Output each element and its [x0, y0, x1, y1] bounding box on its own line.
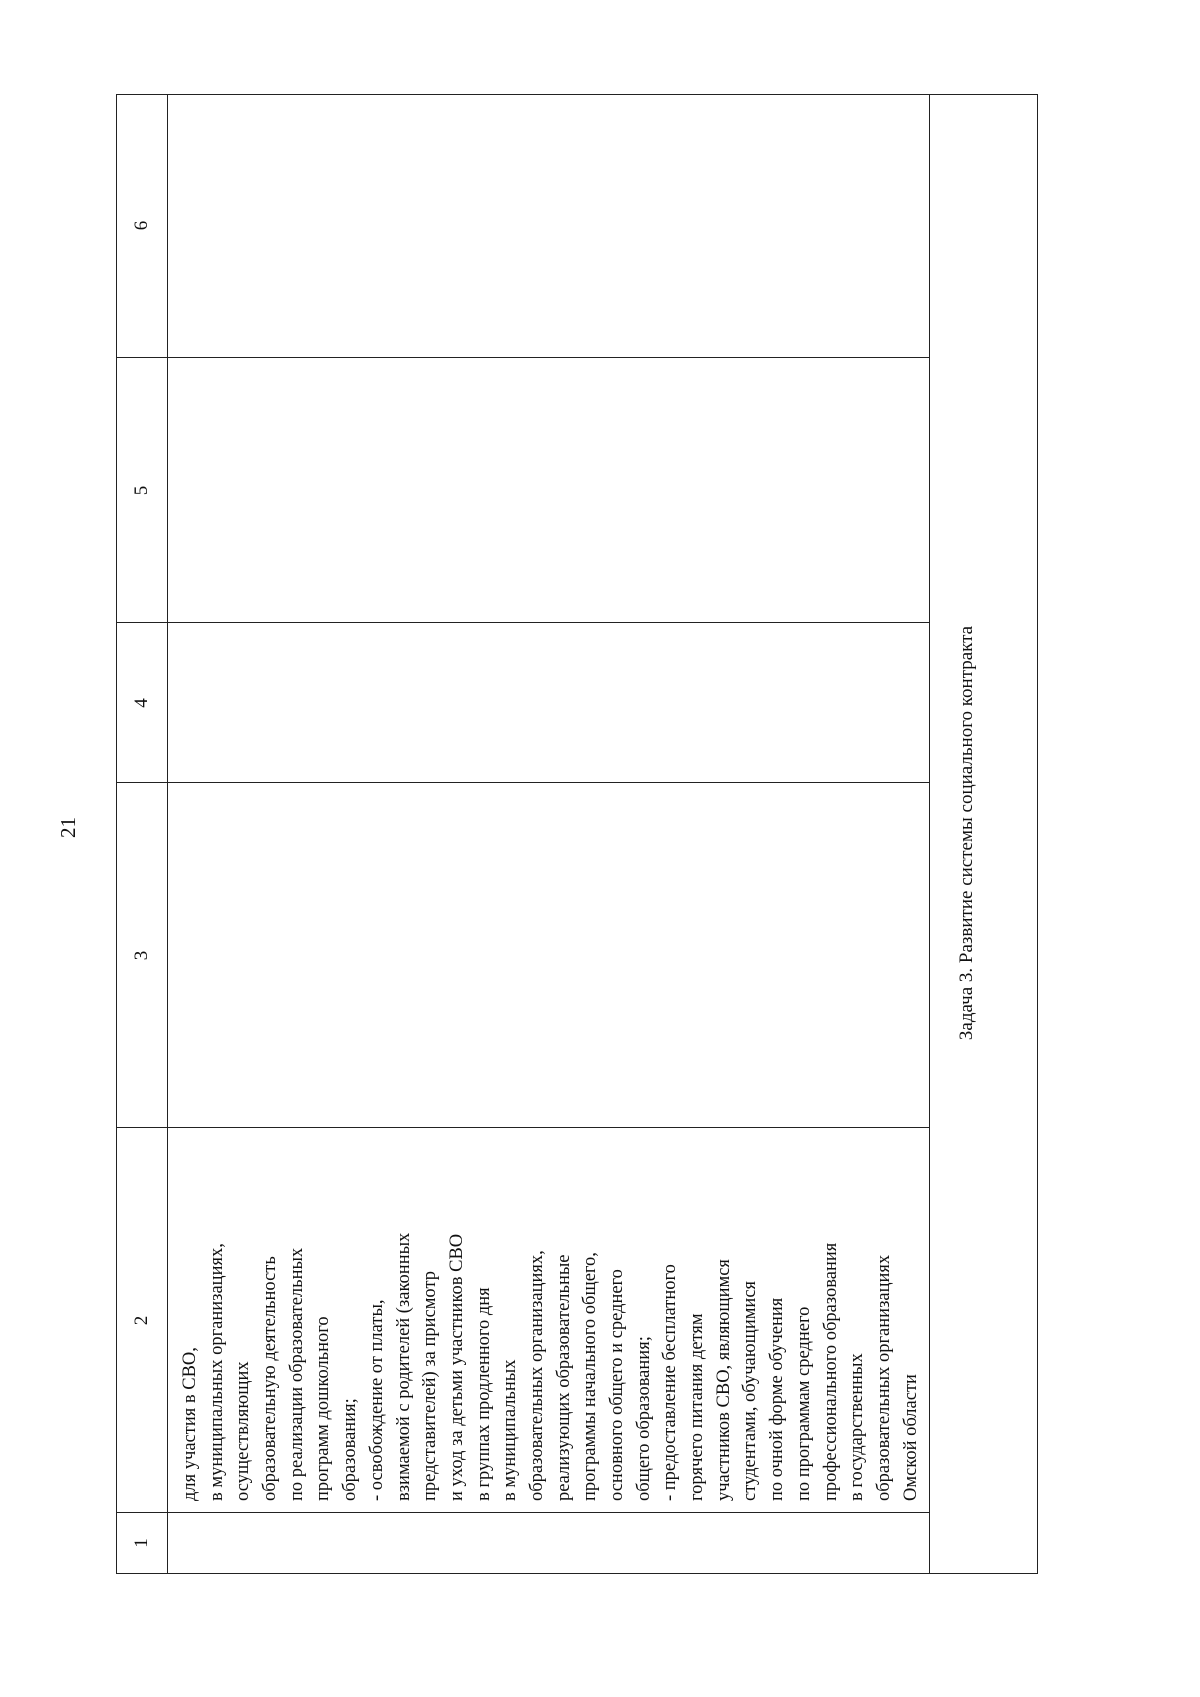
column-2-line: в группах продленного дня	[473, 1287, 494, 1501]
column-2-line: Омской области	[900, 1374, 921, 1501]
column-2-line: горячего питания детям	[687, 1313, 708, 1501]
column-divider-2	[117, 1127, 929, 1128]
column-2-line: по программам среднего	[793, 1306, 814, 1501]
column-2-line: основного общего и среднего	[607, 1269, 627, 1501]
data-table	[116, 94, 1038, 1574]
header-bottom-line	[167, 95, 168, 1573]
column-divider-4	[117, 622, 929, 623]
column-2-line: осуществляющих	[233, 1361, 254, 1501]
header-cell-5: 5	[131, 485, 152, 496]
column-2-line: студентами, обучающимися	[740, 1280, 761, 1501]
column-2-line: программ дошкольного	[313, 1316, 334, 1501]
column-2-line: образовательных организациях,	[526, 1250, 547, 1501]
column-2-line: образования;	[340, 1398, 361, 1501]
column-2-line: по очной форме обучения	[767, 1297, 788, 1501]
column-2-line: в государственных	[847, 1353, 868, 1501]
column-divider-5	[117, 357, 929, 358]
column-2-line: по реализации образовательных	[286, 1247, 307, 1501]
column-2-text	[177, 1141, 924, 1501]
column-2-line: профессионального образования	[820, 1242, 841, 1501]
header-cell-3: 3	[131, 950, 152, 961]
header-cell-1: 1	[131, 1538, 152, 1548]
column-2-line: взимаемой с родителей (законных	[393, 1232, 414, 1501]
column-divider-1	[117, 1512, 929, 1513]
column-divider-3	[117, 782, 929, 783]
rotated-page-content	[116, 94, 1038, 1574]
column-2-line: образовательную деятельность	[260, 1256, 281, 1501]
column-2-line: - освобождение от платы,	[366, 1299, 387, 1501]
column-2-line: в муниципальных организациях,	[206, 1243, 227, 1501]
column-2-line: общего образования;	[633, 1336, 654, 1501]
column-2-line: для участия в СВО,	[180, 1347, 200, 1501]
column-2-line: реализующих образовательные	[553, 1254, 574, 1501]
task-row: Задача 3. Развитие системы социального контракта	[956, 625, 977, 1041]
column-2-line: образовательных организациях	[873, 1254, 894, 1501]
header-cell-4: 4	[131, 698, 152, 708]
header-cell-2: 2	[131, 1315, 152, 1326]
column-2-line: - предоставление бесплатного	[660, 1264, 681, 1501]
column-2-line: программы начального общего,	[580, 1252, 601, 1501]
page-number: 21	[56, 817, 80, 838]
header-cell-6: 6	[131, 220, 152, 231]
column-2-line: участников СВО, являющимся	[713, 1259, 734, 1501]
column-2-line: представителей) за присмотр	[420, 1270, 441, 1501]
column-2-line: и уход за детьми участников СВО	[446, 1233, 467, 1501]
column-2-line: в муниципальных	[500, 1359, 521, 1501]
